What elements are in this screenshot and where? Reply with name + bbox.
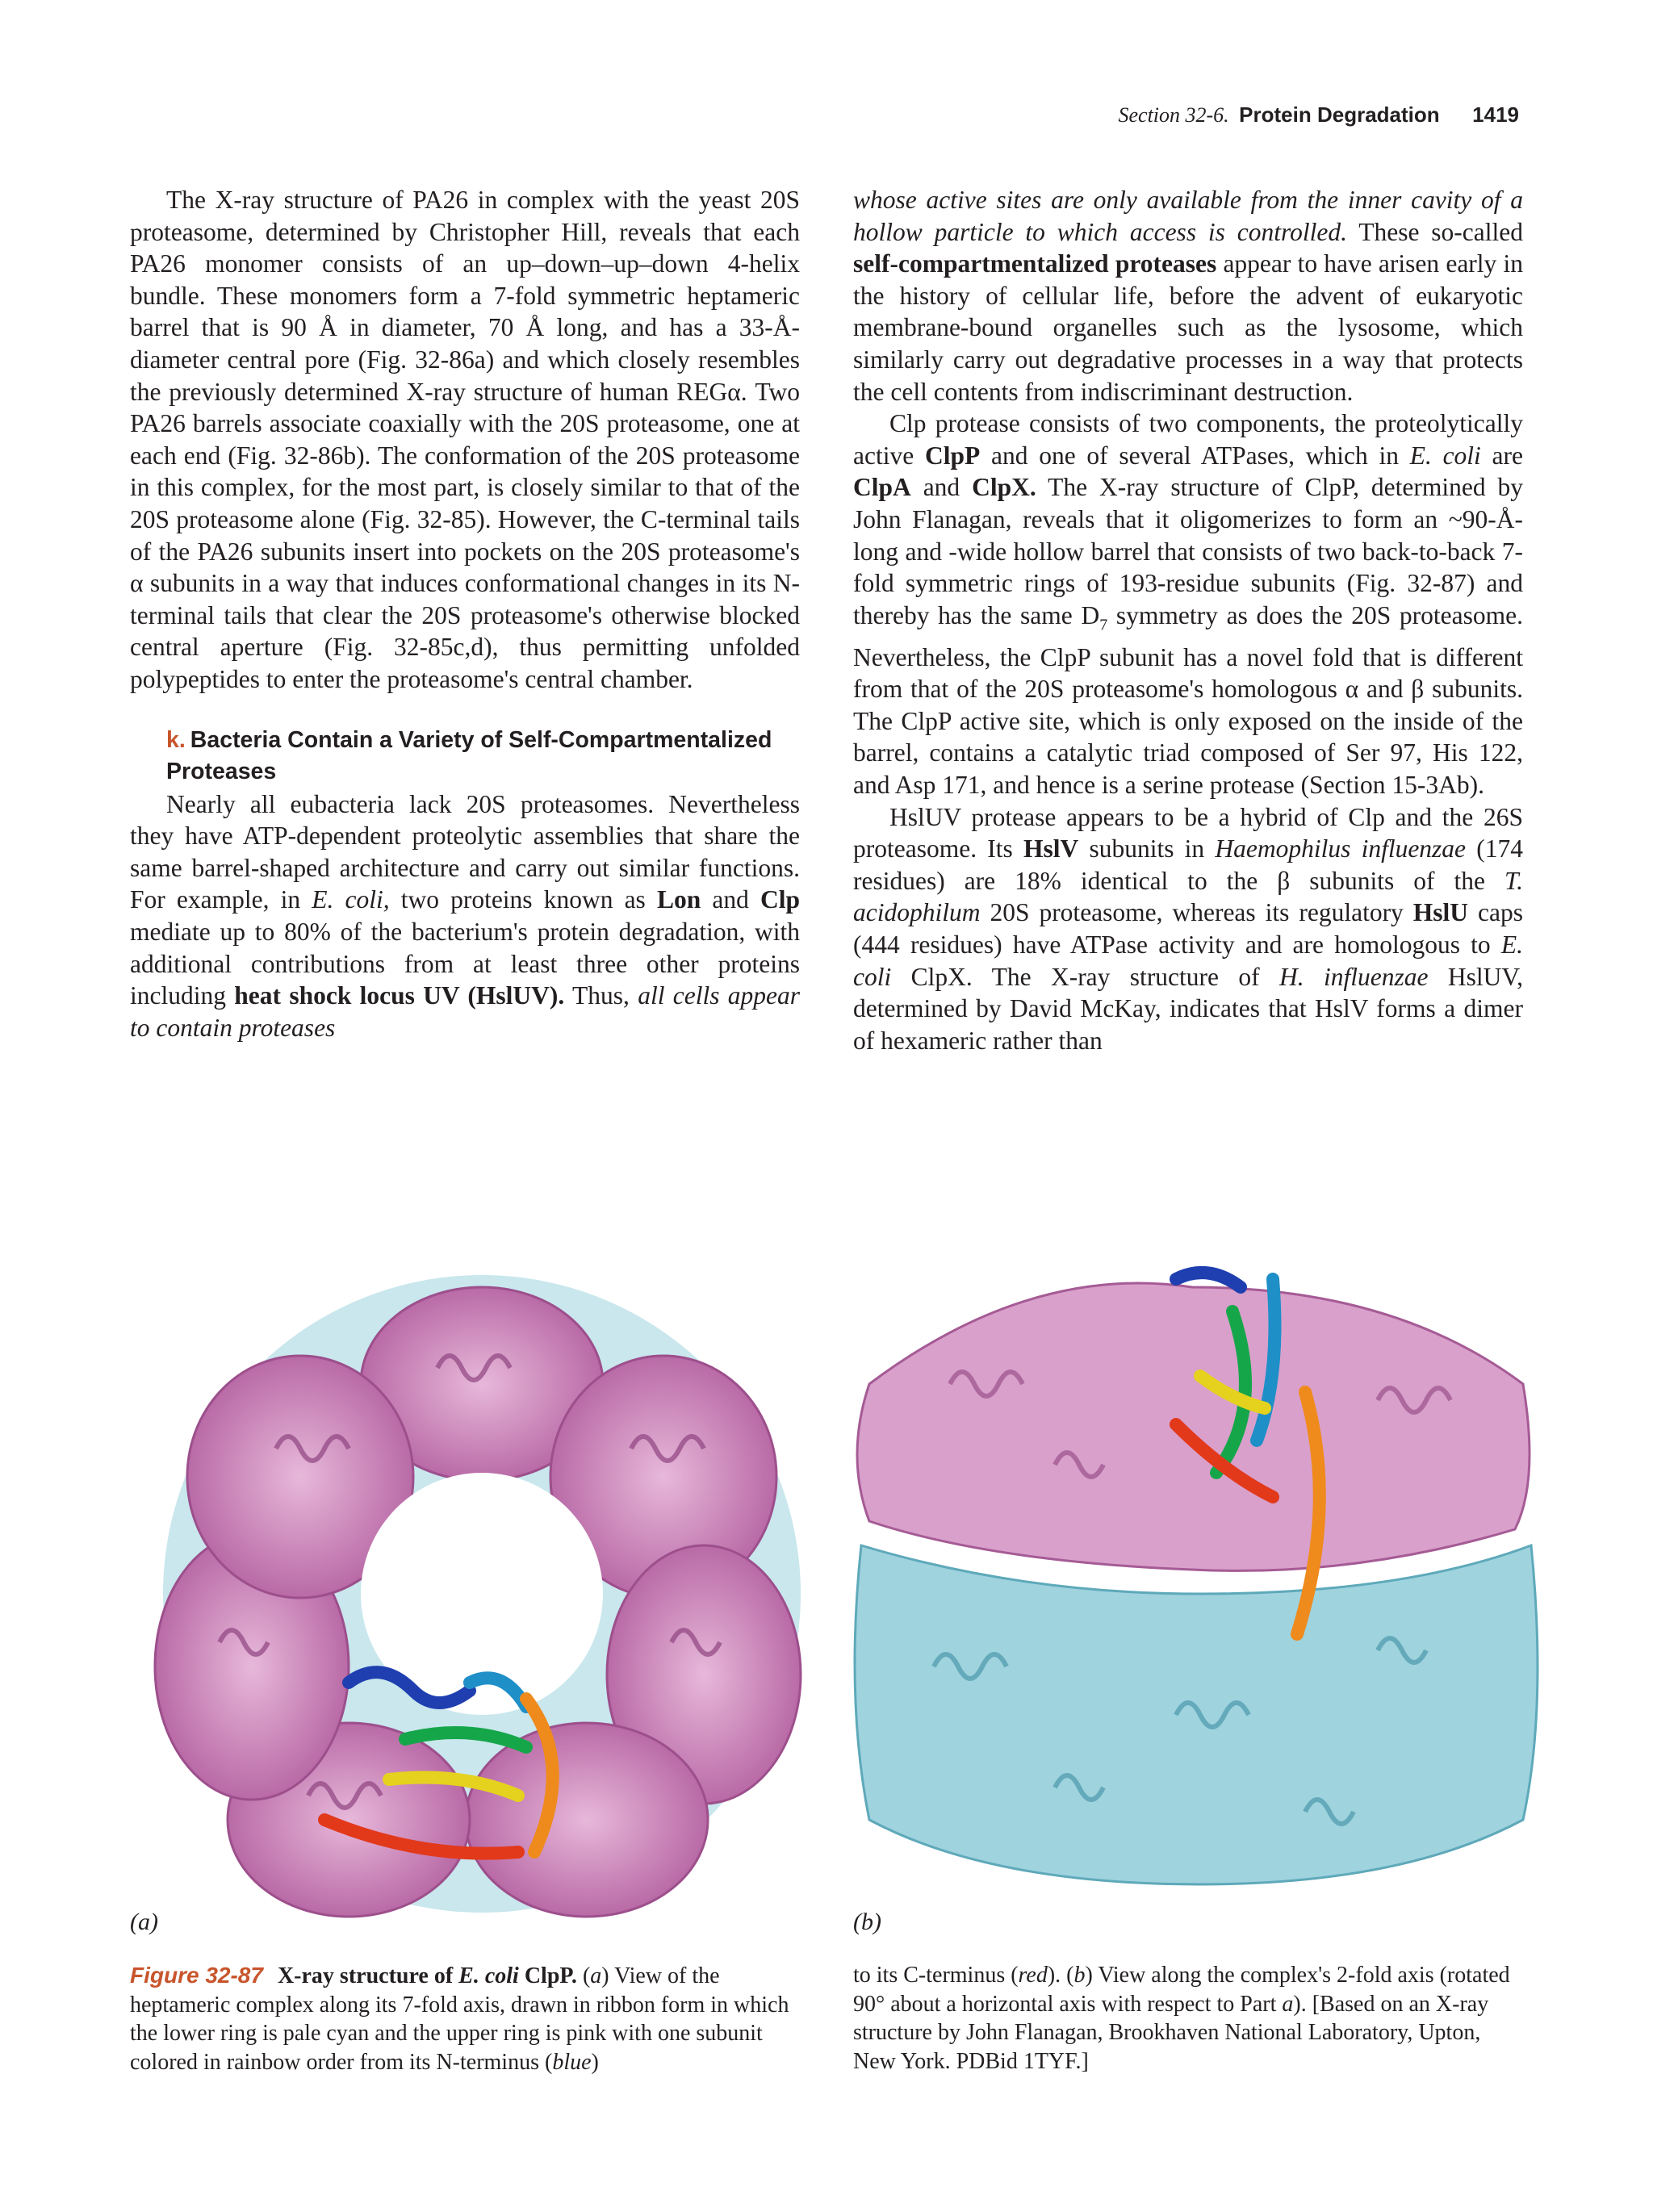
subsection-heading <box>166 725 800 788</box>
page-number: 1419 <box>1472 102 1519 127</box>
paragraph-hsluv: HslUV protease appears to be a hybrid of Clp and the 26S proteasome. Its HslV subunits in Haemophilus influenzae (174 residues) are 18% identical to the β subunits of the T. acidophilum 20S proteasome, whereas its regulatory HslU caps (444 residues) have ATPase activity and are homologous to E. coli ClpX. The X-ray structure of H. influenzae HslUV, determined by David McKay, indicates that HslV forms a dimer of hexameric rather than <box>853 802 1523 1055</box>
right-column <box>853 184 1523 1056</box>
paragraph-self-compartmentalized: whose active sites are only available from the inner cavity of a hollow particle to which access is controlled. These so-called self-compartmentalized proteases appear to have arisen early in the history of cellular life, before the advent of eukaryotic membrane-bound organelles such as the lysosome, which similarly carry out degradative processes in a way that protects the cell contents from indiscriminant destruction. <box>853 186 1523 406</box>
subsection-letter: k. <box>166 726 186 753</box>
figure-label-a: (a) <box>130 1909 158 1935</box>
figure-number: Figure 32-87 <box>130 1963 263 1988</box>
subsection-title: Bacteria Contain a Variety of Self-Compartmentalized Proteases <box>166 726 772 785</box>
clpp-top-view-illustration <box>147 1263 817 1949</box>
section-title: Protein Degradation <box>1239 102 1440 127</box>
paragraph-clp: Clp protease consists of two components, the proteolytically active ClpP and one of several ATPases, which in E. coli are ClpA and ClpX. The X-ray structure of ClpP, determined by John Flanagan, reveals that it oligomerizes to form an ~90-Å-long and -wide hollow barrel that consists of two back-to-back 7-fold symmetric rings of 193-residue subunits (Fig. 32-87) and thereby has the same $D_7$ symmetry as does the 20S proteasome. Nevertheless, the ClpP subunit has a novel fold that is different from that of the 20S proteasome's homologous α and β subunits. The ClpP active site, which is only exposed on the inside of the barrel, contains a catalytic triad composed of Ser 97, His 122, and Asp 171, and hence is a serine protease (Section 15-3Ab). <box>853 409 1524 799</box>
figure-a-ring-view <box>130 1263 817 1949</box>
paragraph-pa26: The X-ray structure of PA26 in complex with the yeast 20S proteasome, determined by Christopher Hill, reveals that each PA26 monomer consists of an up–down–up–down 4-helix bundle. These monomers form a 7-fold symmetric heptameric barrel that is 90 Å in diameter, 70 Å long, and has a 33-Å-diameter central pore (Fig. 32-86a) and which closely resembles the previously determined X-ray structure of human REGα. Two PA26 barrels associate coaxially with the 20S proteasome, one at each end (Fig. 32-86b). The conformation of the 20S proteasome in this complex, for the most part, is closely similar to that of the 20S proteasome alone (Fig. 32-85). However, the C-terminal tails of the PA26 subunits insert into pockets on the 20S proteasome's α subunits in a way that induces conformational changes in its N-terminal tails that clear the 20S proteasome's otherwise blocked central aperture (Fig. 32-85c,d), thus permitting unfolded polypeptides to enter the proteasome's central chamber. <box>130 186 800 693</box>
figure-caption-right: to its C-terminus (red). (b) View along the complex's 2-fold axis (rotated 90° about a horizontal axis with respect to Part a). [Based on an X-ray structure by John Flanagan, Brookhaven National Laboratory, Upton, New York. PDBid 1TYF.] <box>853 1963 1510 2074</box>
clpp-side-view-illustration <box>853 1263 1539 1909</box>
upper-ring-pink <box>857 1283 1530 1570</box>
figure-caption-left: Figure 32-87 X-ray structure of E. coli ClpP. (a) View of the heptameric complex along its 7-fold axis, drawn in ribbon form in which the lower ring is pale cyan and the upper ring is pink with one subunit colored in rainbow order from its N-terminus (blue) <box>130 1963 789 2075</box>
left-column <box>130 184 800 1043</box>
lower-ring-cyan <box>855 1545 1538 1884</box>
figure-b-side-view <box>853 1263 1539 1935</box>
figure-label-b: (b) <box>853 1909 881 1935</box>
paragraph-eubacteria: Nearly all eubacteria lack 20S proteasomes. Nevertheless they have ATP-dependent proteolytic assemblies that share the same barrel-shaped architecture and carry out similar functions. For example, in E. coli, two proteins known as Lon and Clp mediate up to 80% of the bacterium's protein degradation, with additional contributions from at least three other proteins including heat shock locus UV (HslUV). Thus, all cells appear to contain proteases <box>130 789 800 1042</box>
section-label: Section 32-6. <box>1118 103 1229 127</box>
running-header <box>1118 100 1519 130</box>
